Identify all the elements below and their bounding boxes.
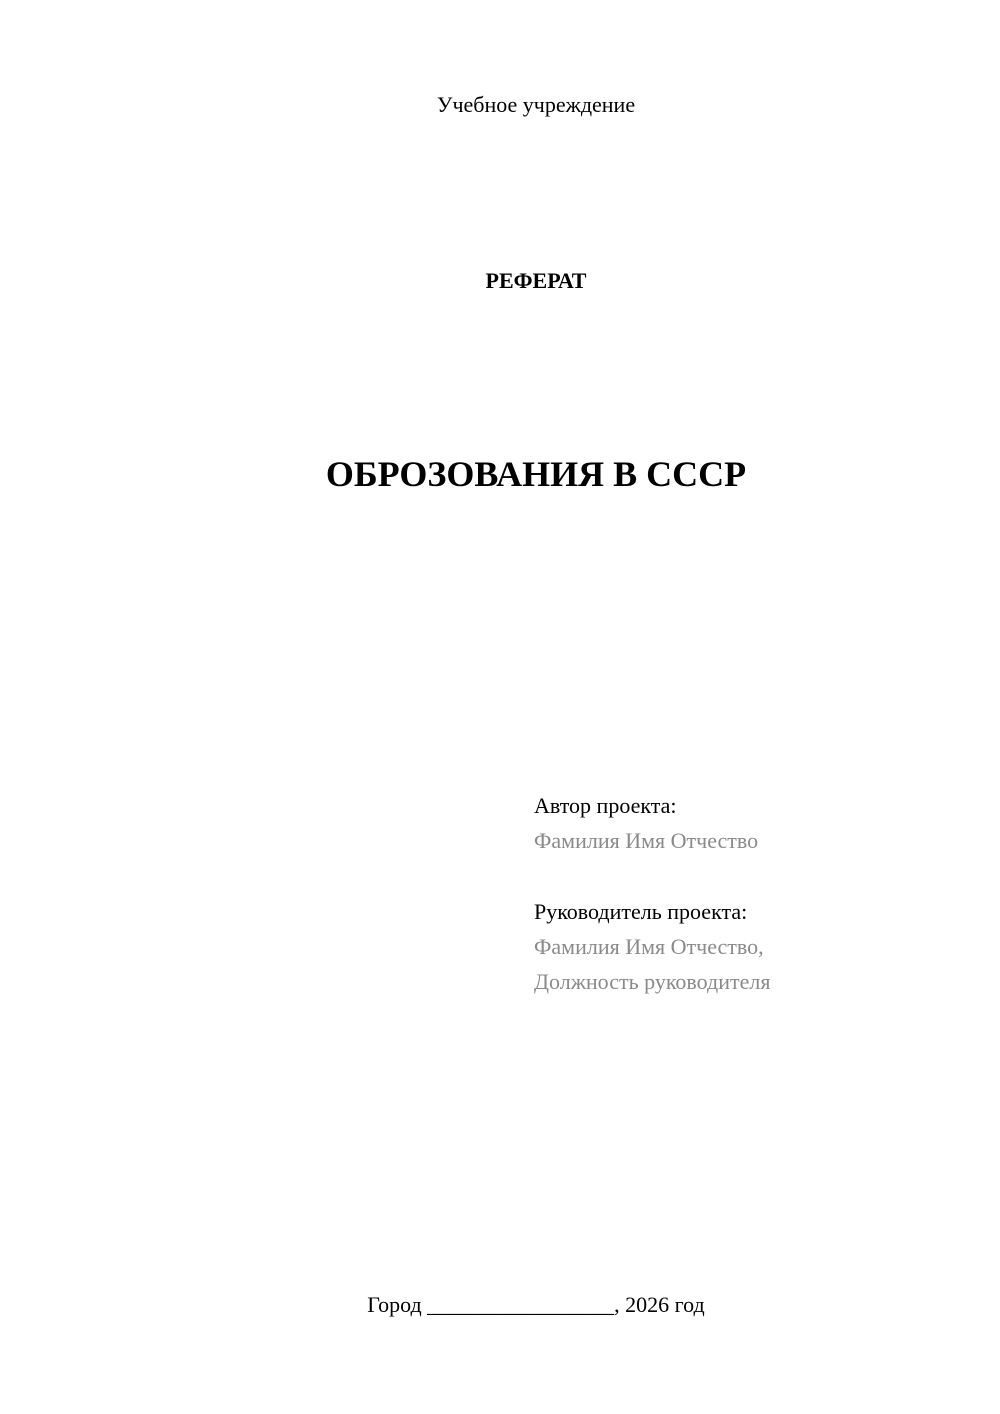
credits-block xyxy=(534,788,974,999)
document-title: ОБРОЗОВАНИЯ В СССР xyxy=(325,454,747,494)
supervisor-name: Фамилия Имя Отчество, xyxy=(534,934,764,959)
supervisor-position: Должность руководителя xyxy=(534,969,771,994)
institution-name: Учебное учреждение xyxy=(436,92,636,117)
credits-spacer xyxy=(534,858,974,894)
author-label: Автор проекта: xyxy=(534,793,677,818)
document-type: РЕФЕРАТ xyxy=(485,268,587,293)
supervisor-label: Руководитель проекта: xyxy=(534,899,748,924)
author-name: Фамилия Имя Отчество xyxy=(534,828,759,853)
city-year-line: Город _________________, 2026 год xyxy=(367,1292,705,1317)
